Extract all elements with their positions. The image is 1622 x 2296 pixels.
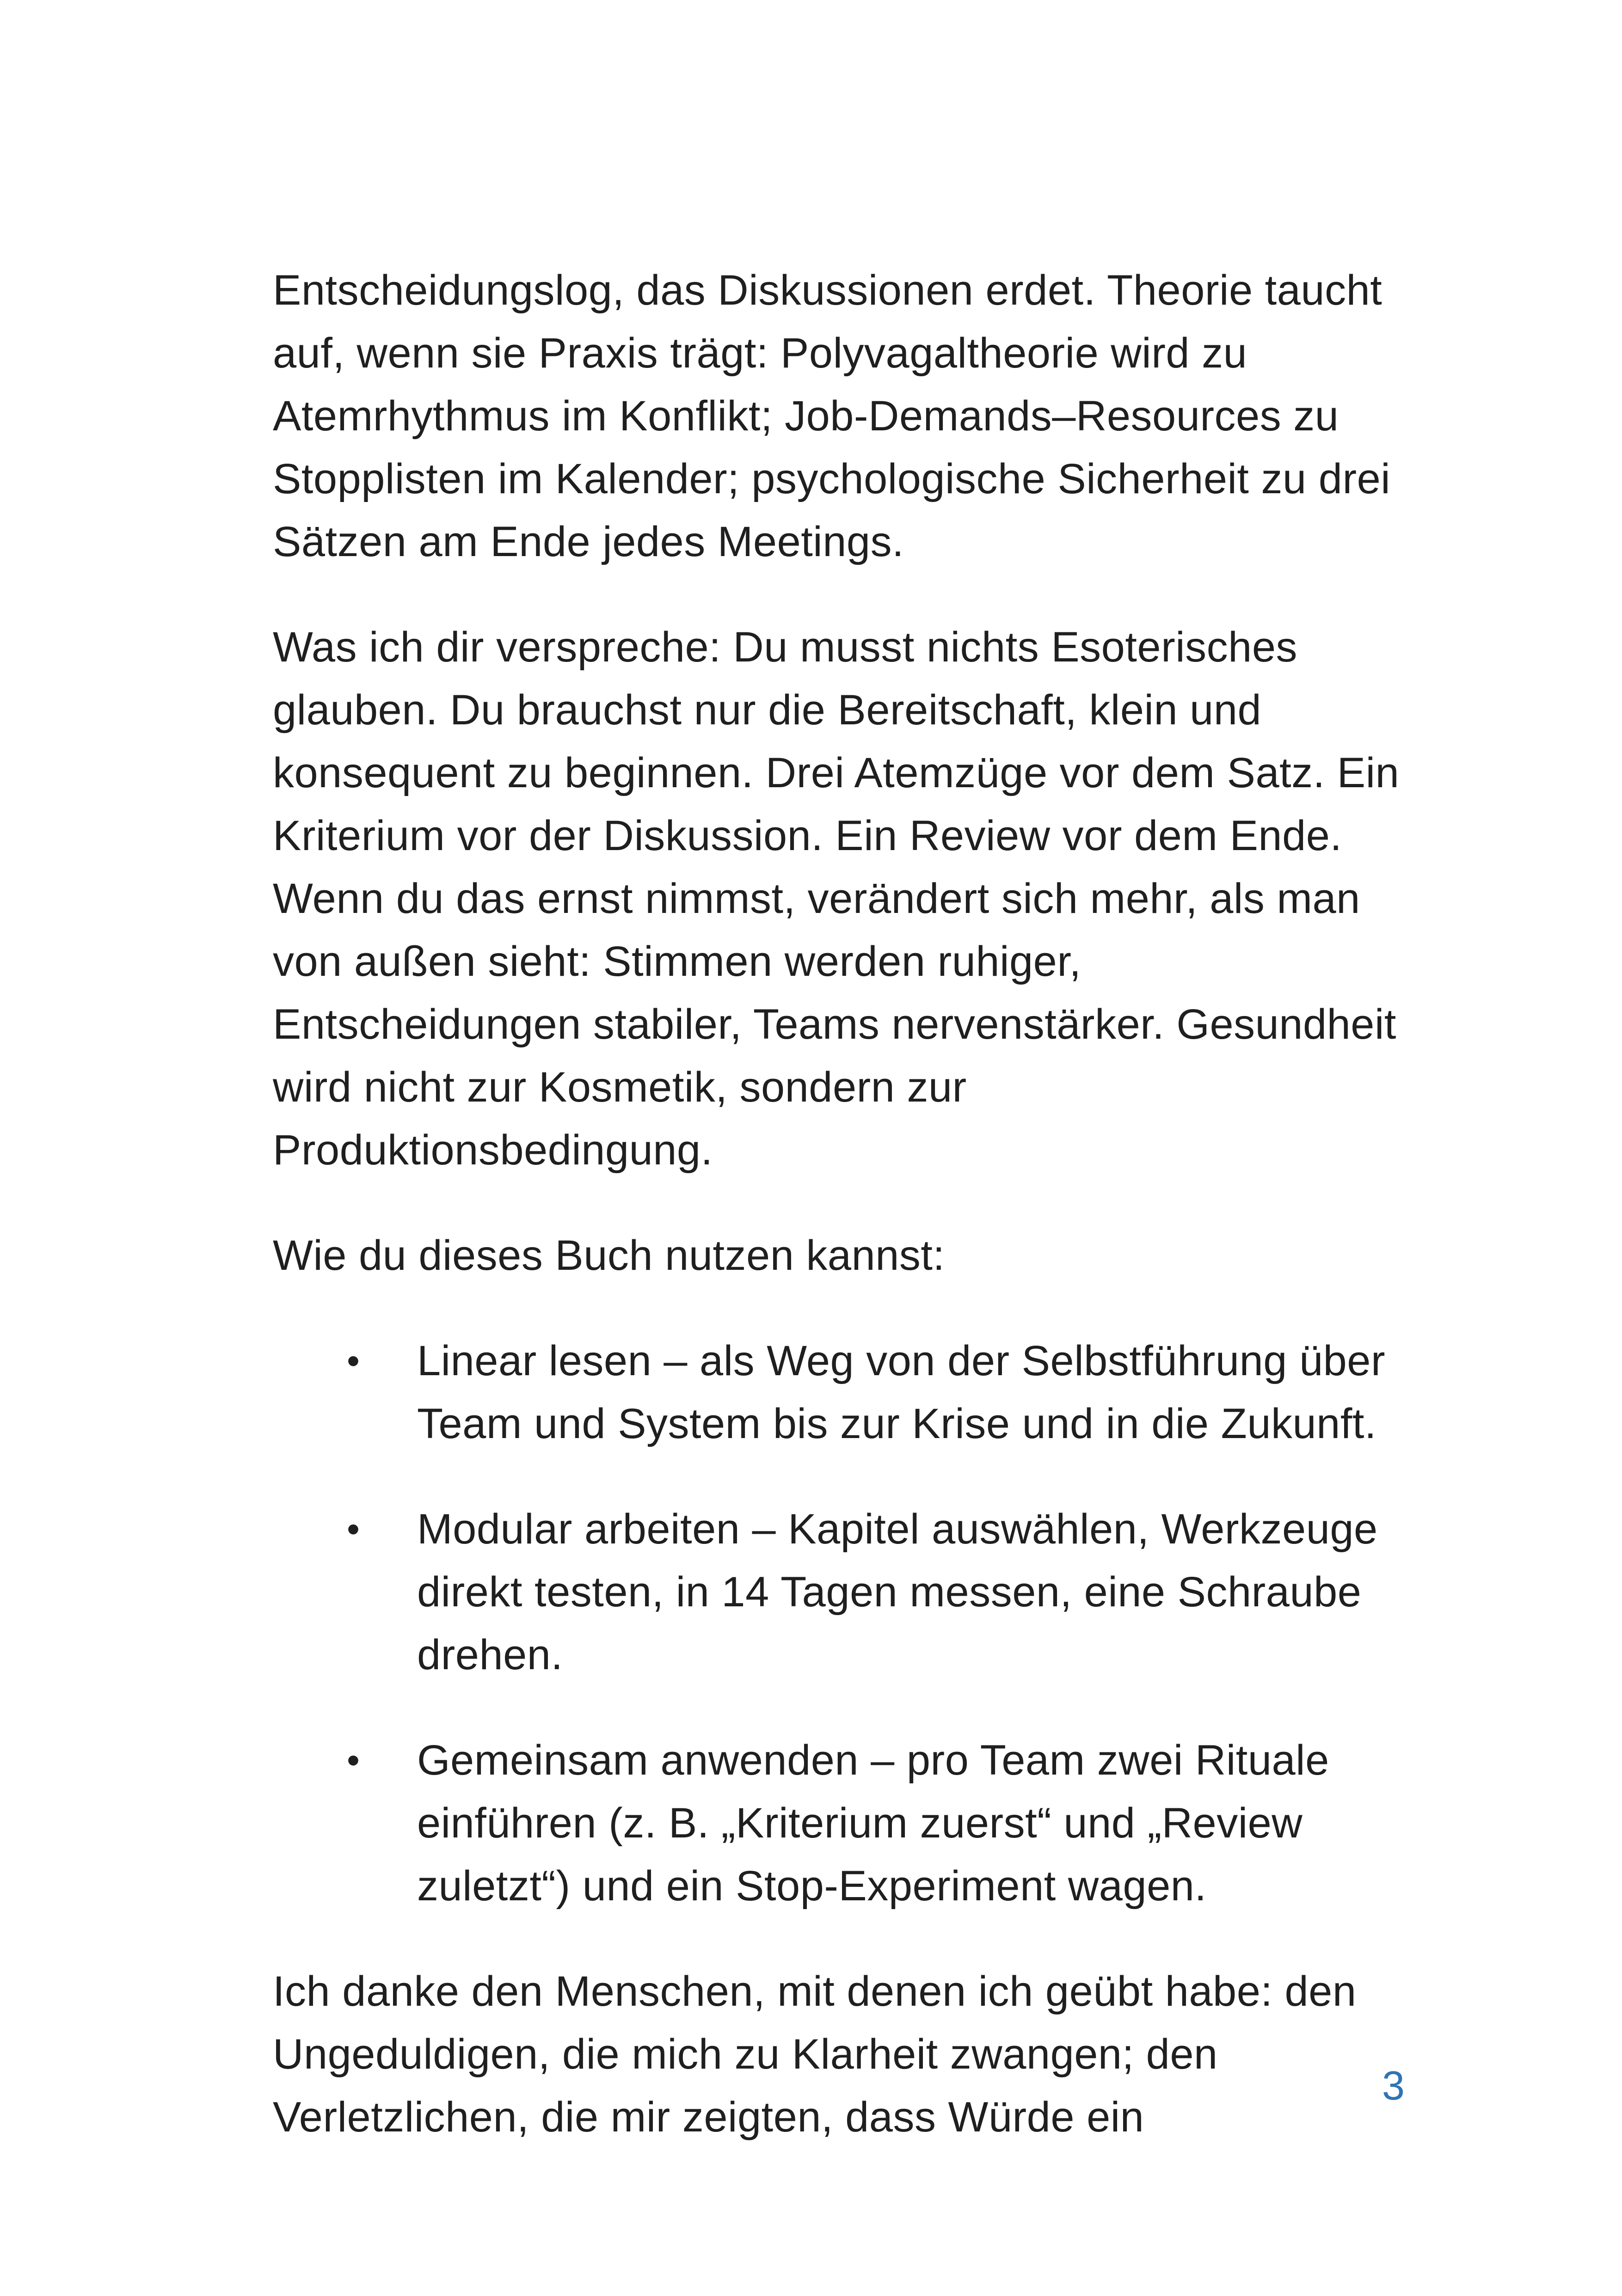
paragraph-usage-lead-in: Wie du dieses Buch nutzen kannst: [273, 1232, 945, 1279]
paragraph-promise: Was ich dir verspreche: Du musst nichts Esoterisches glauben. Du brauchst nur die Bereitschaft, klein und konsequent zu beginnen. Drei Atemzüge vor dem Satz. Ein Kriterium vor der Diskussion. Ein Review vor dem Ende. Wenn du das ernst nimmst, verändert sich mehr, als man von außen sieht: Stimmen werden ruhiger, Entscheidungen stabiler, Teams nervenstärker. Gesundheit wird nicht zur Kosmetik, sondern zur Produktionsbedingung. [273, 624, 1400, 1174]
body-text [273, 259, 1401, 2191]
list-item-text: Gemeinsam anwenden – pro Team zwei Rituale einführen (z. B. „Kriterium zuerst“ und „Review zuletzt“) und ein Stop-Experiment wagen. [417, 1737, 1329, 1910]
page-number: 3 [1382, 2063, 1405, 2108]
list-item-linear-lesen [273, 1329, 1401, 1455]
list-item-text: Modular arbeiten – Kapitel auswählen, Werkzeuge direkt testen, in 14 Tagen messen, eine Schraube drehen. [417, 1506, 1378, 1678]
list-item-gemeinsam-anwenden [273, 1729, 1401, 1917]
bullet-icon: • [347, 1508, 360, 1549]
paragraph-acknowledgements: Ich danke den Menschen, mit denen ich geübt habe: den Ungeduldigen, die mich zu Klarheit zwangen; den Verletzlichen, die mir zeigten, dass Würde ein [273, 1968, 1357, 2141]
usage-bullet-list [273, 1329, 1401, 1917]
list-item-modular-arbeiten [273, 1498, 1401, 1686]
list-item-text: Linear lesen – als Weg von der Selbstführung über Team und System bis zur Krise und in die Zukunft. [417, 1337, 1386, 1447]
bullet-icon: • [347, 1340, 360, 1381]
bullet-icon: • [347, 1739, 360, 1781]
paragraph-intro-theory: Entscheidungslog, das Diskussionen erdet. Theorie taucht auf, wenn sie Praxis trägt: Polyvagaltheorie wird zu Atemrhythmus im Konflikt; Job-Demands–Resources zu Stopplisten im Kalender; psychologische Sicherheit zu drei Sätzen am Ende jedes Meetings. [273, 267, 1391, 565]
